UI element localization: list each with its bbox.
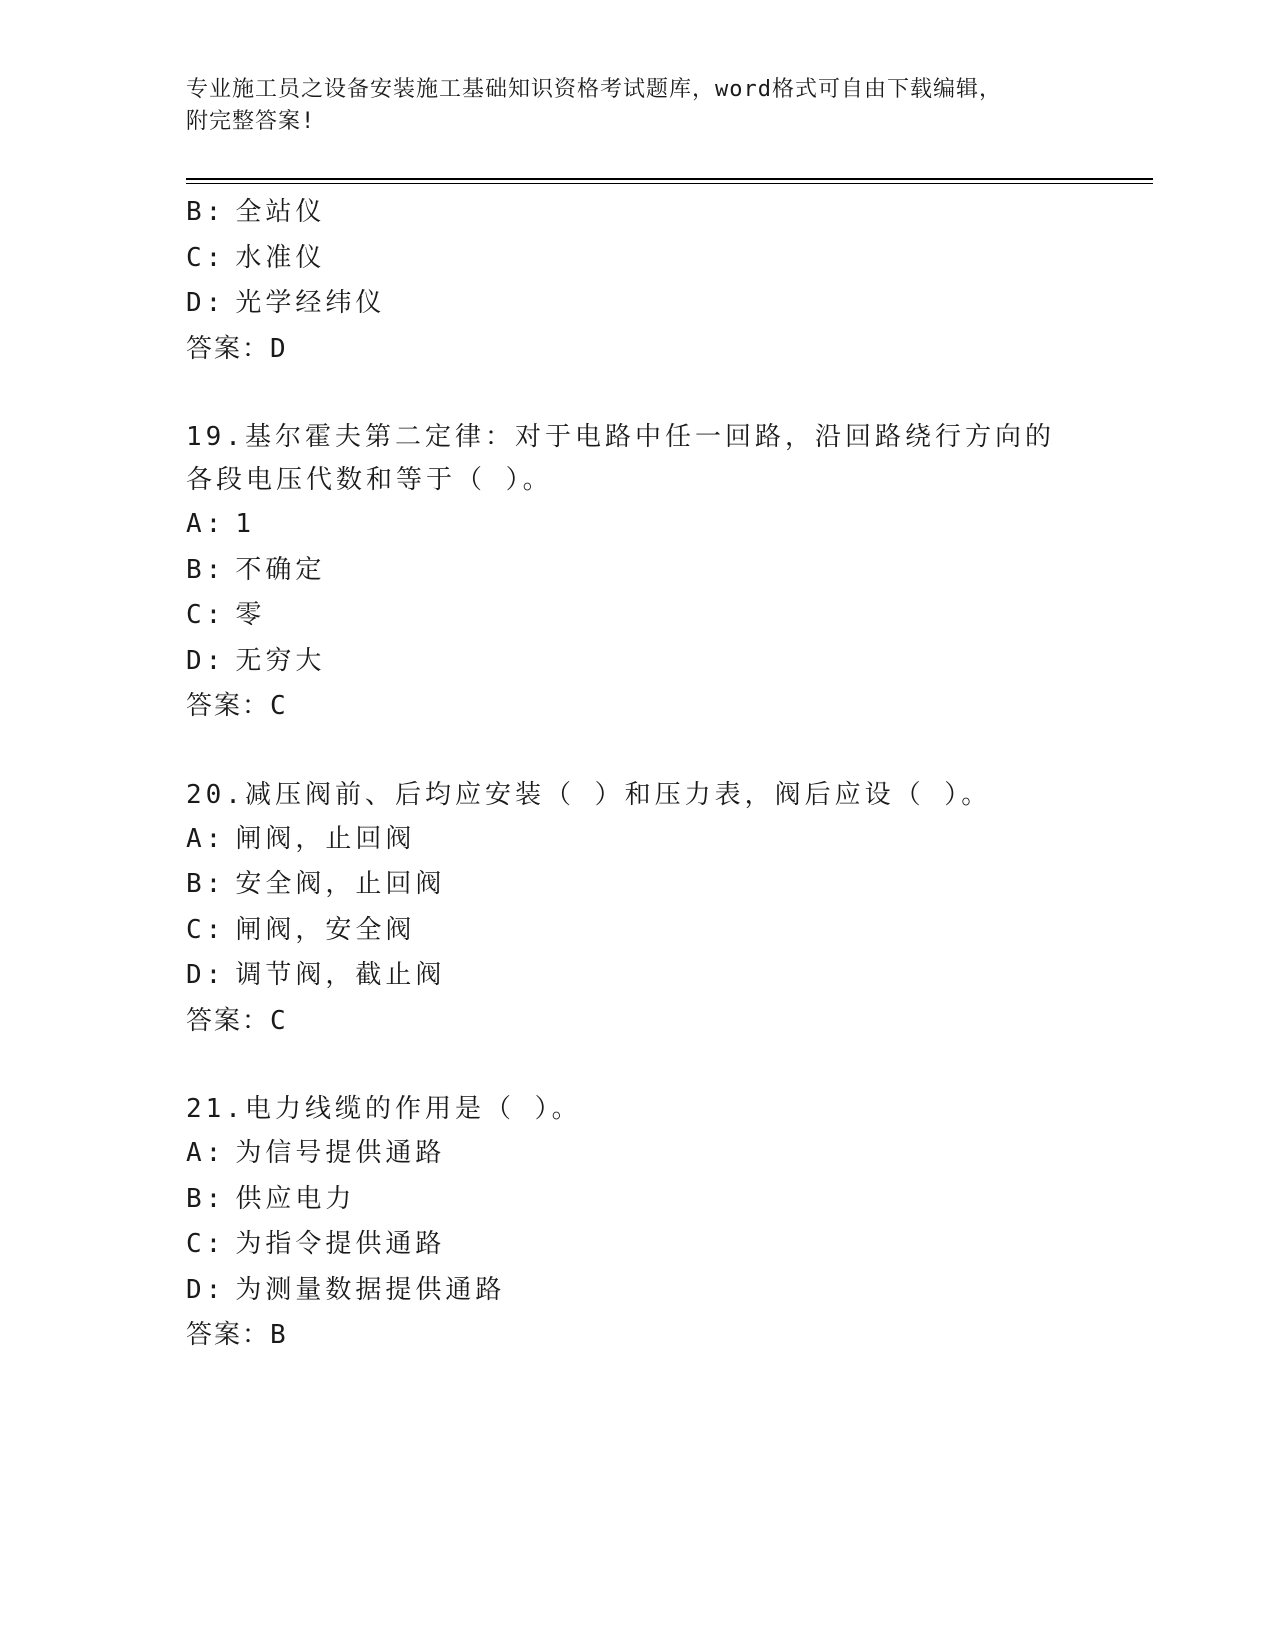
option-letter: A: (186, 823, 226, 854)
question-block-21 (186, 1088, 1126, 1359)
option-text: 光学经纬仪 (235, 288, 386, 318)
option-text: 全站仪 (235, 197, 326, 227)
answer-label: 答案：D (186, 333, 288, 364)
option-letter: B: (186, 197, 226, 227)
header-divider-thin (186, 183, 1153, 184)
option-c (186, 593, 1126, 639)
option-text: 调节阀，截止阀 (235, 960, 446, 990)
option-letter: B: (186, 869, 226, 899)
option-text: 无穷大 (235, 645, 326, 676)
option-text: 安全阀，止回阀 (235, 869, 446, 899)
option-c (186, 908, 1126, 954)
option-letter: D: (186, 960, 226, 990)
option-text: 闸阀，安全阀 (235, 914, 416, 945)
question-text: 19.基尔霍夫第二定律：对于电路中任一回路，沿回路绕行方向的各段电压代数和等于（ ）。 (186, 422, 1055, 495)
question-block-19 (186, 416, 1126, 730)
option-text: 闸阀，止回阀 (235, 823, 416, 854)
question-text: 21.电力线缆的作用是（ ）。 (186, 1094, 582, 1124)
option-letter: D: (186, 645, 226, 676)
option-letter: B: (186, 1183, 226, 1214)
option-text: 零 (235, 600, 266, 630)
option-text: 不确定 (235, 554, 326, 585)
option-b (186, 548, 1126, 594)
option-letter: C: (186, 1229, 226, 1259)
option-text: 水准仪 (235, 242, 326, 273)
option-d (186, 281, 1126, 327)
header-divider-thick (186, 178, 1153, 180)
document-header (186, 74, 1066, 138)
header-title-line2: 附完整答案! (186, 109, 316, 134)
option-d (186, 953, 1126, 999)
option-text: 1 (235, 509, 255, 539)
question-content (186, 190, 1126, 1359)
option-a (186, 817, 1126, 863)
question-block-20 (186, 774, 1126, 1045)
option-d (186, 639, 1126, 685)
option-d (186, 1268, 1126, 1314)
option-letter: A: (186, 1138, 226, 1168)
option-text: 供应电力 (235, 1183, 356, 1214)
header-title-line1: 专业施工员之设备安装施工基础知识资格考试题库，word格式可自由下载编辑， (186, 77, 1002, 102)
option-letter: D: (186, 288, 226, 318)
option-text: 为指令提供通路 (235, 1229, 446, 1259)
option-c (186, 1222, 1126, 1268)
answer-label: 答案：C (186, 691, 288, 721)
answer-label: 答案：C (186, 1005, 288, 1036)
prev-question-block (186, 190, 1126, 372)
option-text: 为信号提供通路 (235, 1138, 446, 1168)
option-c (186, 236, 1126, 282)
option-b (186, 1177, 1126, 1223)
option-letter: B: (186, 554, 226, 585)
option-text: 为测量数据提供通路 (235, 1274, 506, 1305)
option-letter: A: (186, 509, 226, 539)
option-b (186, 862, 1126, 908)
option-a (186, 502, 1126, 548)
option-letter: C: (186, 242, 226, 273)
answer-label: 答案：B (186, 1320, 288, 1350)
option-b (186, 190, 1126, 236)
option-letter: C: (186, 600, 226, 630)
option-letter: C: (186, 914, 226, 945)
option-letter: D: (186, 1274, 226, 1305)
option-a (186, 1131, 1126, 1177)
question-text: 20.减压阀前、后均应安装（ ）和压力表，阀后应设（ ）。 (186, 779, 992, 810)
